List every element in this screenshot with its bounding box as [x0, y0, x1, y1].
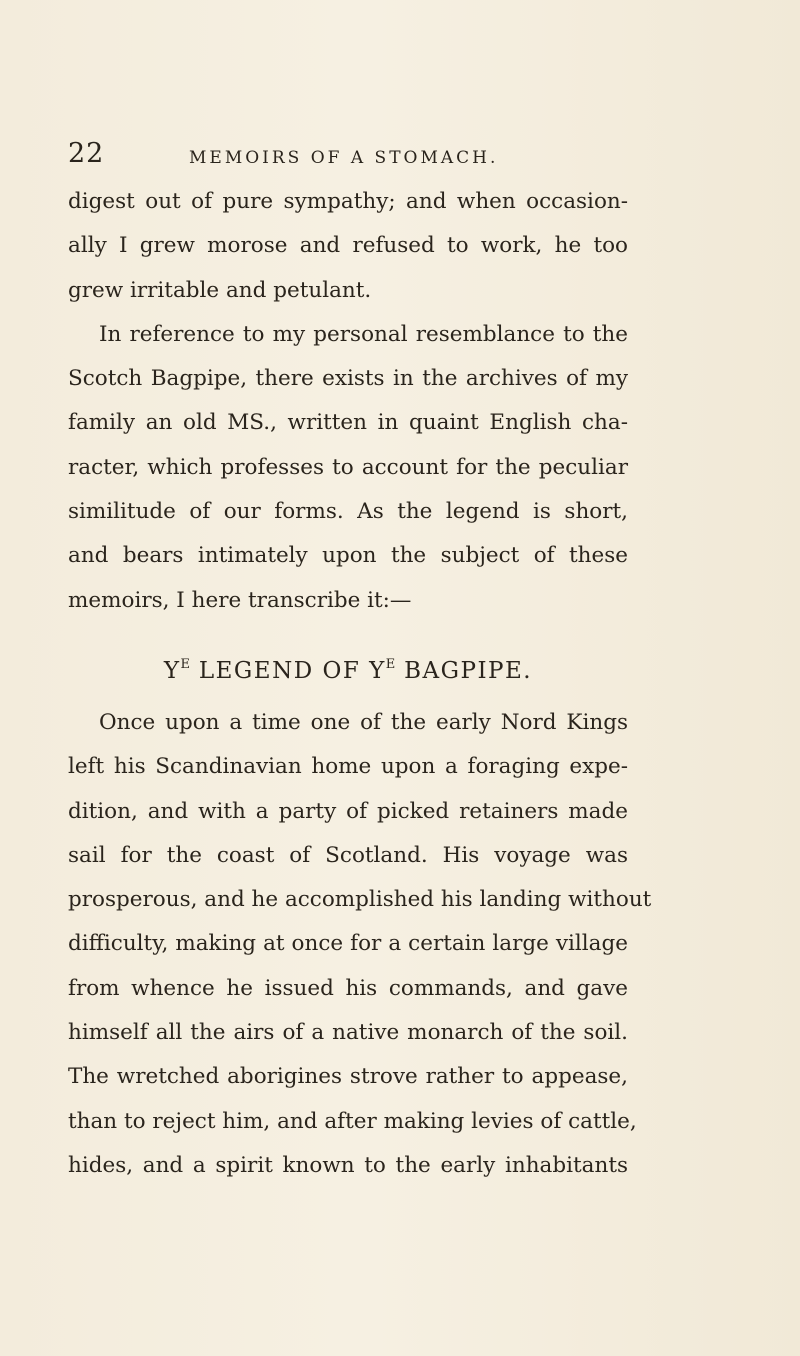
text-line: family an old MS., written in quaint English cha-: [68, 410, 628, 436]
text-line: prosperous, and he accomplished his landing without: [68, 887, 652, 913]
page-number: 22: [68, 138, 105, 169]
heading-sup1: E: [180, 656, 191, 672]
text-line: sail for the coast of Scotland. His voyage was: [68, 842, 628, 868]
text-line: left his Scandinavian home upon a foraging expe-: [68, 754, 628, 780]
text-line: difficulty, making at once for a certain large village: [68, 931, 628, 957]
text-line: In reference to my personal resemblance to the: [99, 321, 628, 347]
text-line: racter, which professes to account for the peculiar: [68, 454, 628, 480]
page-body: [68, 180, 652, 1188]
page-header: [68, 138, 628, 178]
text-line: Scotch Bagpipe, there exists in the archives of my: [68, 366, 628, 392]
section-heading: [68, 623, 628, 701]
text-line: Once upon a time one of the early Nord Kings: [99, 709, 628, 735]
text-line: digest out of pure sympathy; and when occasion-: [68, 189, 628, 214]
heading-y1: Y: [163, 657, 181, 684]
text-line: similitude of our forms. As the legend is short,: [68, 499, 628, 525]
text-line: grew irritable and petulant.: [68, 277, 372, 303]
text-line: The wretched aborigines strove rather to appease,: [68, 1064, 628, 1090]
text-line: from whence he issued his commands, and gave: [68, 975, 628, 1001]
heading-sup2: E: [385, 656, 396, 672]
heading-y2: Y: [369, 657, 386, 684]
heading-end: BAGPIPE.: [395, 657, 533, 684]
text-line: himself all the airs of a native monarch of the soil.: [68, 1020, 628, 1046]
text-line: memoirs, I here transcribe it:—: [68, 587, 412, 613]
text-line: dition, and with a party of picked retainers made: [68, 798, 628, 824]
text-line: ally I grew morose and refused to work, he too: [68, 233, 628, 259]
text-line: than to reject him, and after making levies of cattle,: [68, 1108, 637, 1134]
heading-middle: LEGEND OF: [190, 657, 370, 684]
text-line: and bears intimately upon the subject of these: [68, 543, 628, 569]
text-line: hides, and a spirit known to the early inhabitants: [68, 1152, 628, 1178]
running-head: MEMOIRS OF A STOMACH.: [189, 148, 499, 168]
